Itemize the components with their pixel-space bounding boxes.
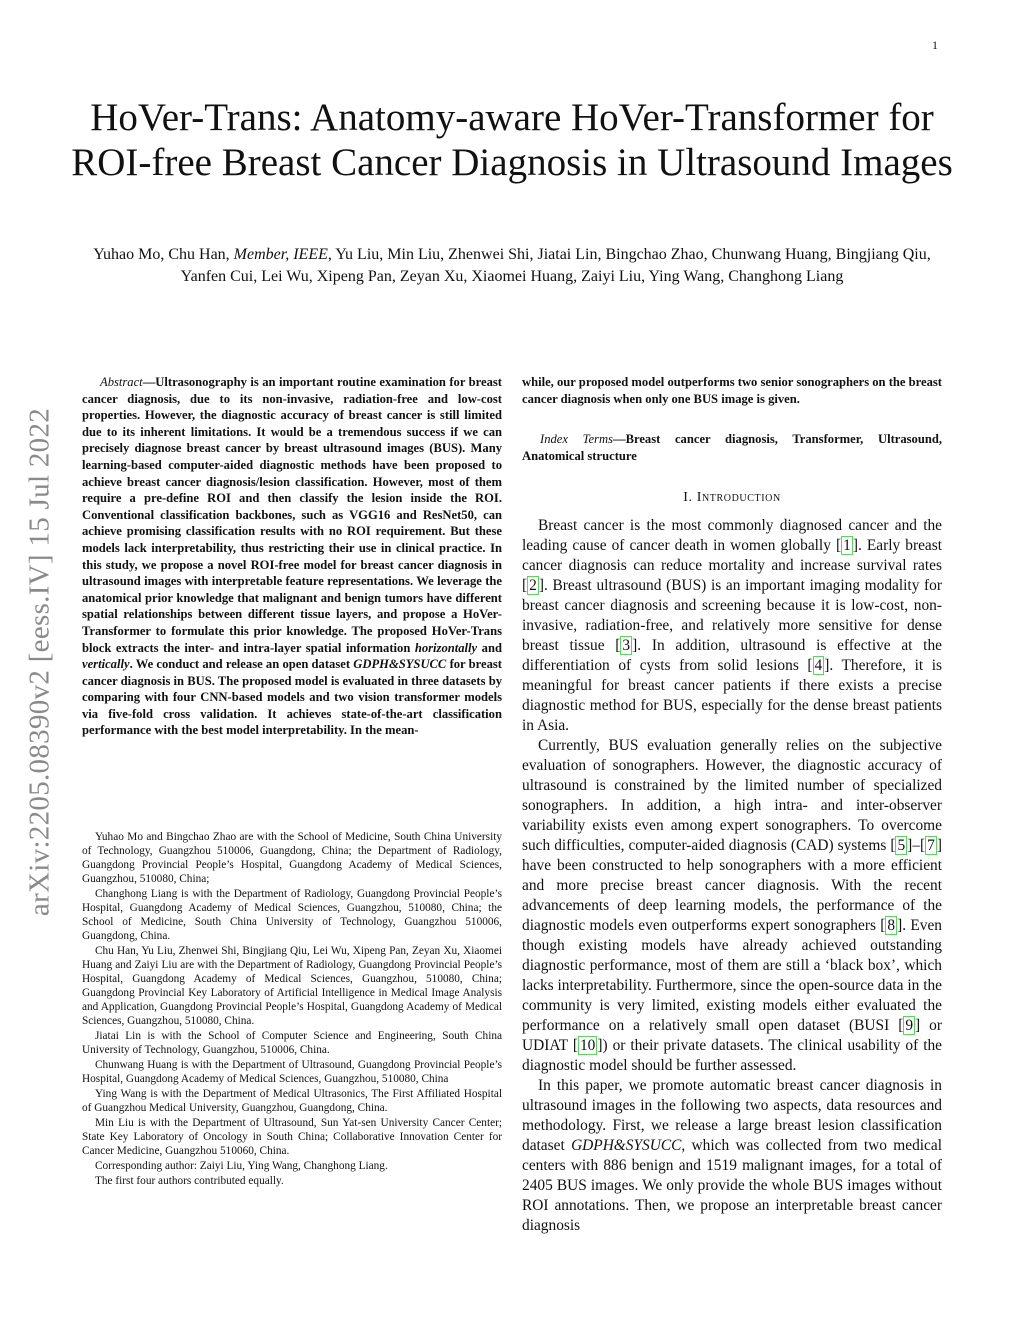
footnote: Min Liu is with the Department of Ultrasound, Sun Yat-sen University Cancer Center; State Key Laboratory of Oncology in South China; Collaborative Innovation Center for Cancer Medicine, Guangzhou 510060, China. (82, 1117, 502, 1157)
abstract-text-2: . We conduct and release an open dataset (129, 657, 354, 672)
body-text: . In addition, ultrasound is effective at the differentiation of cysts from solid lesions (522, 637, 942, 675)
footnote: Yuhao Mo and Bingchao Zhao are with the School of Medicine, South China University of Technology, Guangzhou 510006, Guangdong, China; the Department of Radiology, Guangdong Provincial People’s Hospital, Guangdong Academy of Medical Sciences, Guangzhou, 510080, China; (82, 831, 502, 885)
abstract-dataset-name: GDPH&SYSUCC (353, 657, 447, 672)
author-names-2: , Yu Liu, Min Liu, Zhenwei Shi, Jiatai Lin, Bingchao Zhao, Chunwang Huang, Bingjiang Qiu, Yanfen Cui, Lei Wu, Xipeng Pan, Zeyan Xu, Xiaomei Huang, Zaiyi Liu, Ying Wang, Changhong Liang (180, 246, 931, 285)
body-text: In this paper, we promote automatic breast cancer diagnosis in ultrasound images in the following two aspects, data resources and methodology. First, we release a large breast lesion classification dataset (522, 1077, 942, 1155)
body-text: – (912, 837, 921, 855)
emphasis-text: GDPH&SYSUCC (571, 1137, 682, 1155)
intro-paragraph-1 (522, 516, 942, 736)
citation-number[interactable]: 2 (529, 577, 537, 595)
abstract-continuation: while, our proposed model outperforms two senior sonographers on the breast cancer diagnosis when only one BUS image is given. (522, 375, 942, 406)
abstract-emph-vertically: vertically (82, 657, 130, 672)
citation-number[interactable]: 3 (622, 637, 631, 655)
abstract (82, 374, 502, 739)
arxiv-watermark (20, 366, 60, 958)
citation-bracket: [ 3 ] (615, 637, 638, 655)
footnote: The first four authors contributed equally. (95, 1175, 284, 1187)
citation-number[interactable]: 8 (887, 917, 896, 935)
footnote: Corresponding author: Zaiyi Liu, Ying Wang, Changhong Liang. (95, 1160, 388, 1172)
citation-number[interactable]: 7 (927, 837, 935, 855)
abstract-text-3: for breast cancer diagnosis in BUS. The proposed model is evaluated in three datasets by comparing with four CNN-based models and two vision transformer models via five-fold cross validation. It achieves state-of-the-art classification performance with the best model interpretability. In the mean- (82, 657, 502, 738)
intro-paragraph-2 (522, 736, 942, 1076)
body-text: ) or their private datasets. The clinical usability of the diagnostic model should be further assessed. (522, 1037, 942, 1075)
author-names-1: Yuhao Mo, Chu Han, (93, 246, 234, 263)
abstract-text-1: —Ultrasonography is an important routine examination for breast cancer diagnosis, due to its non-invasive, radiation-free and low-cost properties. However, the diagnostic accuracy of breast cancer is still limited due to its inherent limitations. It would be a tremendous success if we can precisely diagnose breast cancer by breast ultrasound images (BUS). Many learning-based computer-aided diagnostic methods have been proposed to achieve breast cancer diagnosis/lesion classification. However, most of them require a pre-define ROI and then classify the lesion inside the ROI. Conventional classification backbones, such as VGG16 and ResNet50, can achieve promising classification results with no ROI requirement. But these models lack interpretability, thus restricting their use in clinical practice. In this study, we propose a novel ROI-free model for breast cancer diagnosis in ultrasound images with interpretable feature representations. We leverage the anatomical prior knowledge that malignant and benign tumors have different spatial relationships between different tissue layers, and propose a HoVer-Transformer to formulate this prior knowledge. The proposed HoVer-Trans block extracts the inter- and intra-layer spatial information (82, 375, 502, 655)
citation-bracket: [ 7 ] (920, 837, 942, 855)
citation-bracket: [ 2 ] (522, 577, 544, 595)
section-number: I. (683, 490, 697, 506)
section-heading-introduction (522, 490, 942, 506)
affiliation-footnotes (82, 830, 502, 1189)
left-column (82, 374, 502, 739)
right-column (522, 374, 942, 1236)
author-membership: Member, IEEE (233, 246, 328, 263)
page-number: 1 (932, 38, 938, 52)
citation-number[interactable]: 5 (897, 837, 906, 855)
body-text: Breast cancer is the most commonly diagnosed cancer and the leading cause of cancer death in women globally (522, 517, 942, 555)
citation-bracket: [ 5 ] (890, 837, 913, 855)
citation-number[interactable]: 4 (814, 657, 823, 675)
body-text: . Early breast cancer diagnosis can reduce mortality and increase survival rates (522, 537, 942, 575)
body-text: or UDIAT (522, 1017, 942, 1055)
abstract-emph-horizontally: horizontally (414, 640, 478, 655)
citation-number[interactable]: 1 (843, 537, 851, 555)
citation-bracket: [ 1 ] (835, 537, 858, 555)
body-text: . Therefore, it is meaningful for breast cancer patients if there exists a precise diagnostic method for BUS, especially for the dense breast patients in Asia. (522, 657, 942, 735)
footnote: Ying Wang is with the Department of Medical Ultrasonics, The First Affiliated Hospital of Guangzhou Medical University, Guangzhou, Guangdong, China. (82, 1088, 502, 1114)
citation-bracket: [ 8 ] (880, 917, 903, 935)
footnote: Chu Han, Yu Liu, Zhenwei Shi, Bingjiang Qiu, Lei Wu, Xipeng Pan, Zeyan Xu, Xiaomei Huang and Zaiyi Liu are with the Department of Radiology, Guangdong Provincial People’s Hospital, Guangdong Academy of Medical Sciences, Guangzhou, 510080, China; Guangdong Provincial Key Laboratory of Artificial Intelligence in Medical Image Analysis and Application, Guangdong Provincial People’s Hospital, Guangdong Academy of Medical Sciences, Guangzhou, 510080, China. (82, 945, 502, 1027)
citation-bracket: [ 4 ] (807, 657, 830, 675)
footnote: Jiatai Lin is with the School of Computer Science and Engineering, South China University of Technology, Guangzhou, 510006, China. (82, 1030, 502, 1056)
body-text: . Even though existing models have already achieved outstanding diagnostic performance, most of them are still a ‘black box’, which lacks interpretability. Furthermore, since the open-source data in the community is very limited, existing models either evaluated the performance on a relatively small open dataset (BUSI (522, 917, 942, 1035)
footnote: Changhong Liang is with the Department of Radiology, Guangdong Provincial People’s Hospital, Guangdong Academy of Medical Sciences, Guangzhou, 510080, China; the School of Medicine, South China University of Technology, Guangzhou 510006, Guangdong, China. (82, 888, 502, 942)
body-text: Currently, BUS evaluation generally relies on the subjective evaluation of sonographers. However, the diagnostic accuracy of ultrasound is constrained by the limited number of specialized sonographers. In addition, a high intra- and inter-observer variability exists even among expert sonographers. To overcome such difficulties, computer-aided diagnosis (CAD) systems (522, 737, 942, 855)
footnote: Chunwang Huang is with the Department of Ultrasound, Guangdong Provincial People’s Hospital, Guangdong Academy of Medical Sciences, Guangzhou, 510080, China (82, 1059, 502, 1085)
arxiv-identifier: arXiv:2205.08390v2 [eess.IV] 15 Jul 2022 (23, 407, 56, 917)
citation-bracket: [ 10 ] (572, 1037, 603, 1055)
body-text: have been constructed to help sonographers with a more efficient and more precise breast cancer diagnosis. With the recent advancements of deep learning models, the performance of the diagnostic models even outperforms expert sonographers (522, 857, 942, 935)
index-terms-text: —Breast cancer diagnosis, Transformer, Ultrasound, Anatomical structure (522, 432, 943, 463)
section-title: Introduction (696, 490, 781, 506)
body-text: . Breast ultrasound (BUS) is an important imaging modality for breast cancer diagnosis and screening because it is low-cost, non-invasive, radiation-free, and relatively more sensitive for dense breast tissue (522, 577, 942, 655)
citation-bracket: [ 9 ] (898, 1017, 921, 1035)
abstract-text-and: and (477, 640, 502, 655)
body-text: , which was collected from two medical centers with 886 benign and 1519 malignant images, for a total of 2405 BUS images. We only provide the whole BUS images without ROI annotations. Then, we propose an interpretable breast cancer diagnosis (522, 1137, 942, 1235)
paper-title: HoVer-Trans: Anatomy-aware HoVer-Transformer for ROI-free Breast Cancer Diagnosis in Ultrasound Images (71, 96, 953, 184)
citation-number[interactable]: 9 (905, 1017, 914, 1035)
index-terms (522, 431, 942, 464)
citation-number[interactable]: 10 (579, 1037, 596, 1055)
abstract-label: Abstract (100, 375, 143, 389)
author-list (70, 244, 954, 288)
intro-paragraph-3 (522, 1076, 942, 1236)
index-terms-label: Index Terms (540, 432, 613, 447)
